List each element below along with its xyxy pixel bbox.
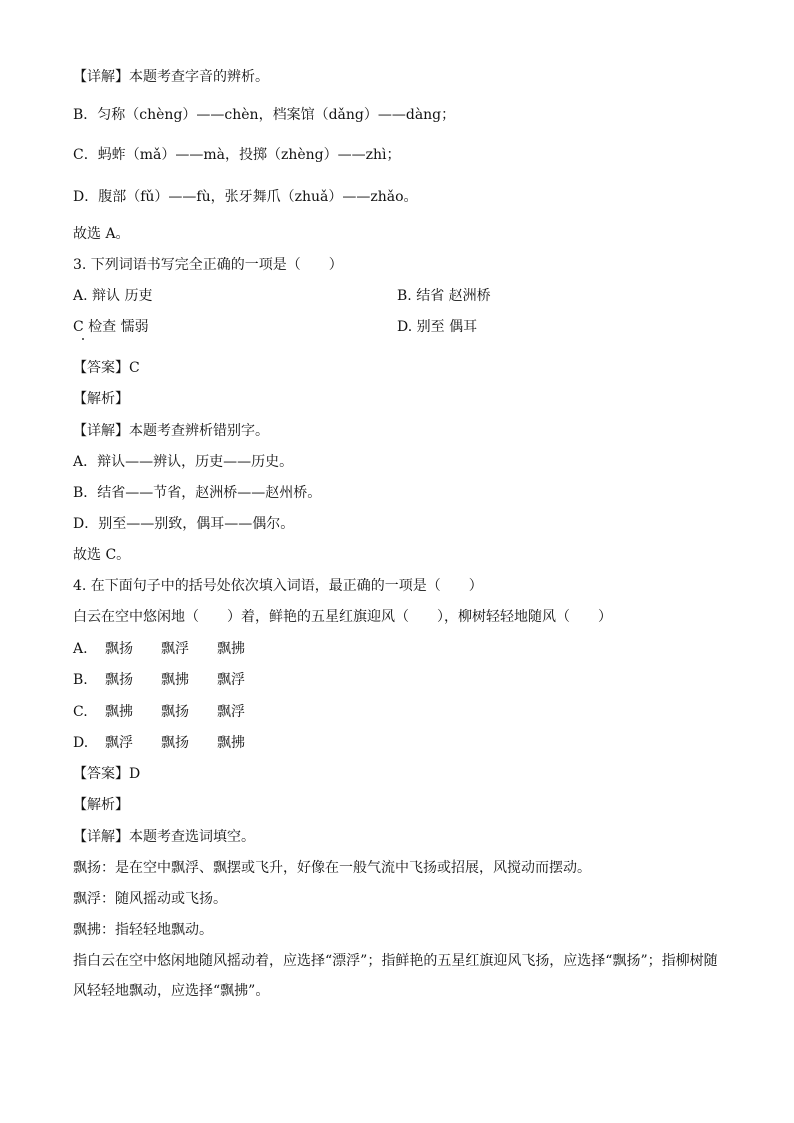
explanation-line-c: C．蚂蚱（mǎ）——mà，投掷（zhèng）——zhì； <box>73 147 401 163</box>
explanation-heading-q3: 【详解】本题考查辨析错别字。 <box>73 423 269 439</box>
analysis-heading-q4: 【解析】 <box>73 797 129 813</box>
answer-q4: 【答案】D <box>73 766 141 782</box>
q3-explanation-a: A．辩认——辨认，历吏——历史。 <box>73 454 294 470</box>
answer-q3: 【答案】C <box>73 360 140 376</box>
option-word: 飘扬 <box>105 641 133 657</box>
conclusion-q2: 故选 A。 <box>73 226 130 242</box>
q3-explanation-b: B．结省——节省，赵洲桥——赵州桥。 <box>73 485 322 501</box>
option-word: 飘扬 <box>161 704 189 720</box>
conclusion-q3: 故选 C。 <box>73 547 131 563</box>
option-letter: D. <box>73 735 89 751</box>
question-4-sentence: 白云在空中悠闲地（ ）着，鲜艳的五星红旗迎风（ ），柳树轻轻地随风（ ） <box>73 609 612 625</box>
option-word: 飘拂 <box>217 641 245 657</box>
explanation-line-d: D．腹部（fǔ）——fù，张牙舞爪（zhuǎ）——zhǎo。 <box>73 189 418 205</box>
option-c-dot <box>82 338 84 340</box>
option-word: 飘拂 <box>105 704 133 720</box>
option-letter: B. <box>73 672 88 688</box>
option-word: 飘扬 <box>161 735 189 751</box>
question-4-stem: 4. 在下面句子中的括号处依次填入词语，最正确的一项是（ ） <box>73 578 483 594</box>
definition-piaofu: 飘浮：随风摇动或飞扬。 <box>73 891 227 907</box>
q4-option-c <box>73 703 273 721</box>
option-letter: C. <box>73 704 88 720</box>
explanation-heading-q4: 【详解】本题考查选词填空。 <box>73 829 255 845</box>
q3-option-b: B. 结省 赵洲桥 <box>397 288 491 304</box>
option-word: 飘浮 <box>161 641 189 657</box>
definition-piaoyang: 飘扬：是在空中飘浮、飘摆或飞升，好像在一般气流中飞扬或招展，风搅动而摆动。 <box>73 860 591 876</box>
q3-option-d: D. 别至 偶耳 <box>397 319 478 335</box>
q4-option-b <box>73 671 273 689</box>
option-word: 飘浮 <box>217 672 245 688</box>
option-word: 飘浮 <box>105 735 133 751</box>
definition-piaofu-2: 飘拂：指轻轻地飘动。 <box>73 922 213 938</box>
explanation-line-b: B．匀称（chèng）——chèn，档案馆（dǎng）——dàng； <box>73 107 456 123</box>
q3-option-c: C 检查 懦弱 <box>73 319 149 335</box>
explanation-heading-q2: 【详解】本题考查字音的辨析。 <box>73 69 269 85</box>
option-word: 飘浮 <box>217 704 245 720</box>
q4-option-d <box>73 734 273 752</box>
analysis-heading-q3: 【解析】 <box>73 391 129 407</box>
option-word: 飘扬 <box>105 672 133 688</box>
q3-explanation-d: D．别至——别致，偶耳——偶尔。 <box>73 516 295 532</box>
question-3-stem: 3. 下列词语书写完全正确的一项是（ ） <box>73 257 343 273</box>
q4-option-a <box>73 640 273 658</box>
option-word: 飘拂 <box>217 735 245 751</box>
option-word: 飘拂 <box>161 672 189 688</box>
q3-option-a: A. 辩认 历吏 <box>73 288 153 304</box>
q4-analysis-paragraph: 指白云在空中悠闲地随风摇动着，应选择“漂浮”；指鲜艳的五星红旗迎风飞扬，应选择“飘扬”；指柳树随风轻轻地飘动，应选择“飘拂”。 <box>73 953 718 999</box>
option-letter: A. <box>73 641 88 657</box>
